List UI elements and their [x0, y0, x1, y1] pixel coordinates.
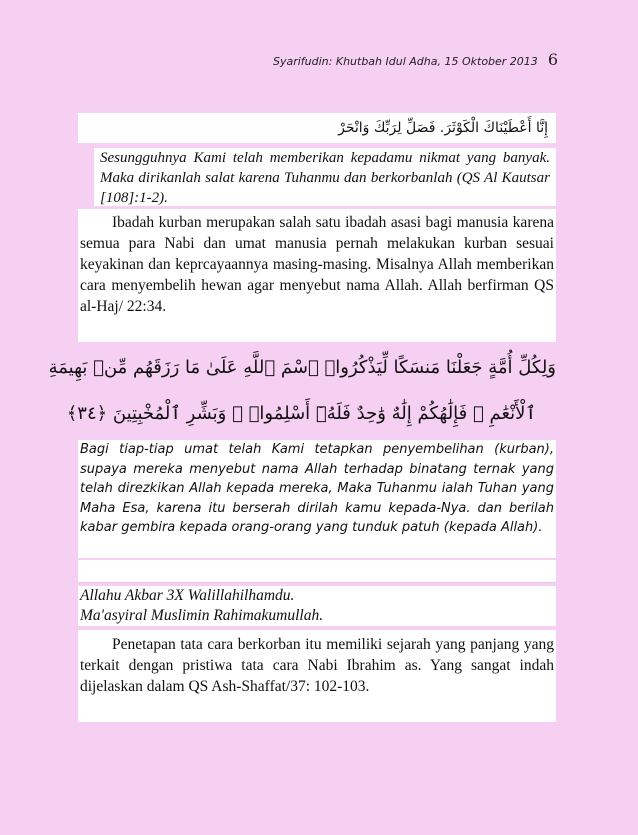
verse1-translation: Sesungguhnya Kami telah memberikan kepadamu nikmat yang banyak. Maka dirikanlah salat karena Tuhanmu dan berkorbanlah (QS Al Kautsar [108]:1-2).	[100, 150, 550, 206]
paragraph2-box	[78, 630, 556, 722]
verse2-arabic-line1: وَلِكُلِّ أُمَّةٍ جَعَلْنَا مَنسَكًا لِّيَذْكُرُوا۟ ٱسْمَ ٱللَّهِ عَلَىٰ مَا رَزَقَهُم مِّنۢ بَهِيمَةِ	[48, 357, 556, 378]
verse1-arabic: إِنَّا أَعْطَيْنَاكَ الْكَوْثَرَ. فَصَلِّ لِرَبِّكَ وَانْحَرْ	[338, 120, 548, 136]
paragraph1: Ibadah kurban merupakan salah satu ibadah asasi bagi manusia karena semua para Nabi dan umat manusia pernah melakukan kurban sesuai keyakinan dan keprcayaannya masing-masing. Misalnya Allah memberikan cara menyembelih hewan agar menyebut nama Allah. Allah berfirman QS al-Haj/ 22:34.	[80, 214, 554, 315]
verse1-arabic-box	[78, 113, 556, 143]
page-number: 6	[547, 50, 558, 69]
paragraph1-box	[78, 209, 556, 342]
blank-row	[78, 560, 556, 583]
verse2-translation-box	[78, 440, 556, 558]
verse2-translation: Bagi tiap-tiap umat telah Kami tetapkan penyembelihan (kurban), supaya mereka menyebut nama Allah terhadap binatang ternak yang telah direzkikan Allah kepada mereka, Maka Tuhanmu ialah Tuhan yang Maha Esa, karena itu berserah dirilah kamu kepada-Nya. dan berilah kabar gembira kepada orang-orang yang tunduk patuh (kepada Allah).	[80, 442, 554, 535]
header-title: Syarifudin: Khutbah Idul Adha, 15 Oktober 2013	[272, 55, 538, 68]
page-header	[273, 50, 558, 69]
takbir-line2: Ma'asyiral Muslimin Rahimakumullah.	[80, 607, 324, 624]
takbir-box	[78, 586, 556, 626]
verse2-arabic-line2: ٱلْأَنْعَٰمِ ۗ فَإِلَٰهُكُمْ إِلَٰهٌ وَٰحِدٌ فَلَهُۥٓ أَسْلِمُوا۟ ۗ وَبَشِّرِ ٱلْمُخْبِتِينَ ﴿٣٤﴾	[66, 403, 536, 424]
takbir-line1: Allahu Akbar 3X Walillahilhamdu.	[80, 587, 295, 604]
verse1-translation-box	[94, 148, 556, 206]
verse2-arabic-box	[48, 345, 556, 437]
paragraph2: Penetapan tata cara berkorban itu memiliki sejarah yang panjang yang terkait dengan pristiwa tata cara Nabi Ibrahim as. Yang sangat indah dijelaskan dalam QS Ash-Shaffat/37: 102-103.	[80, 636, 554, 695]
